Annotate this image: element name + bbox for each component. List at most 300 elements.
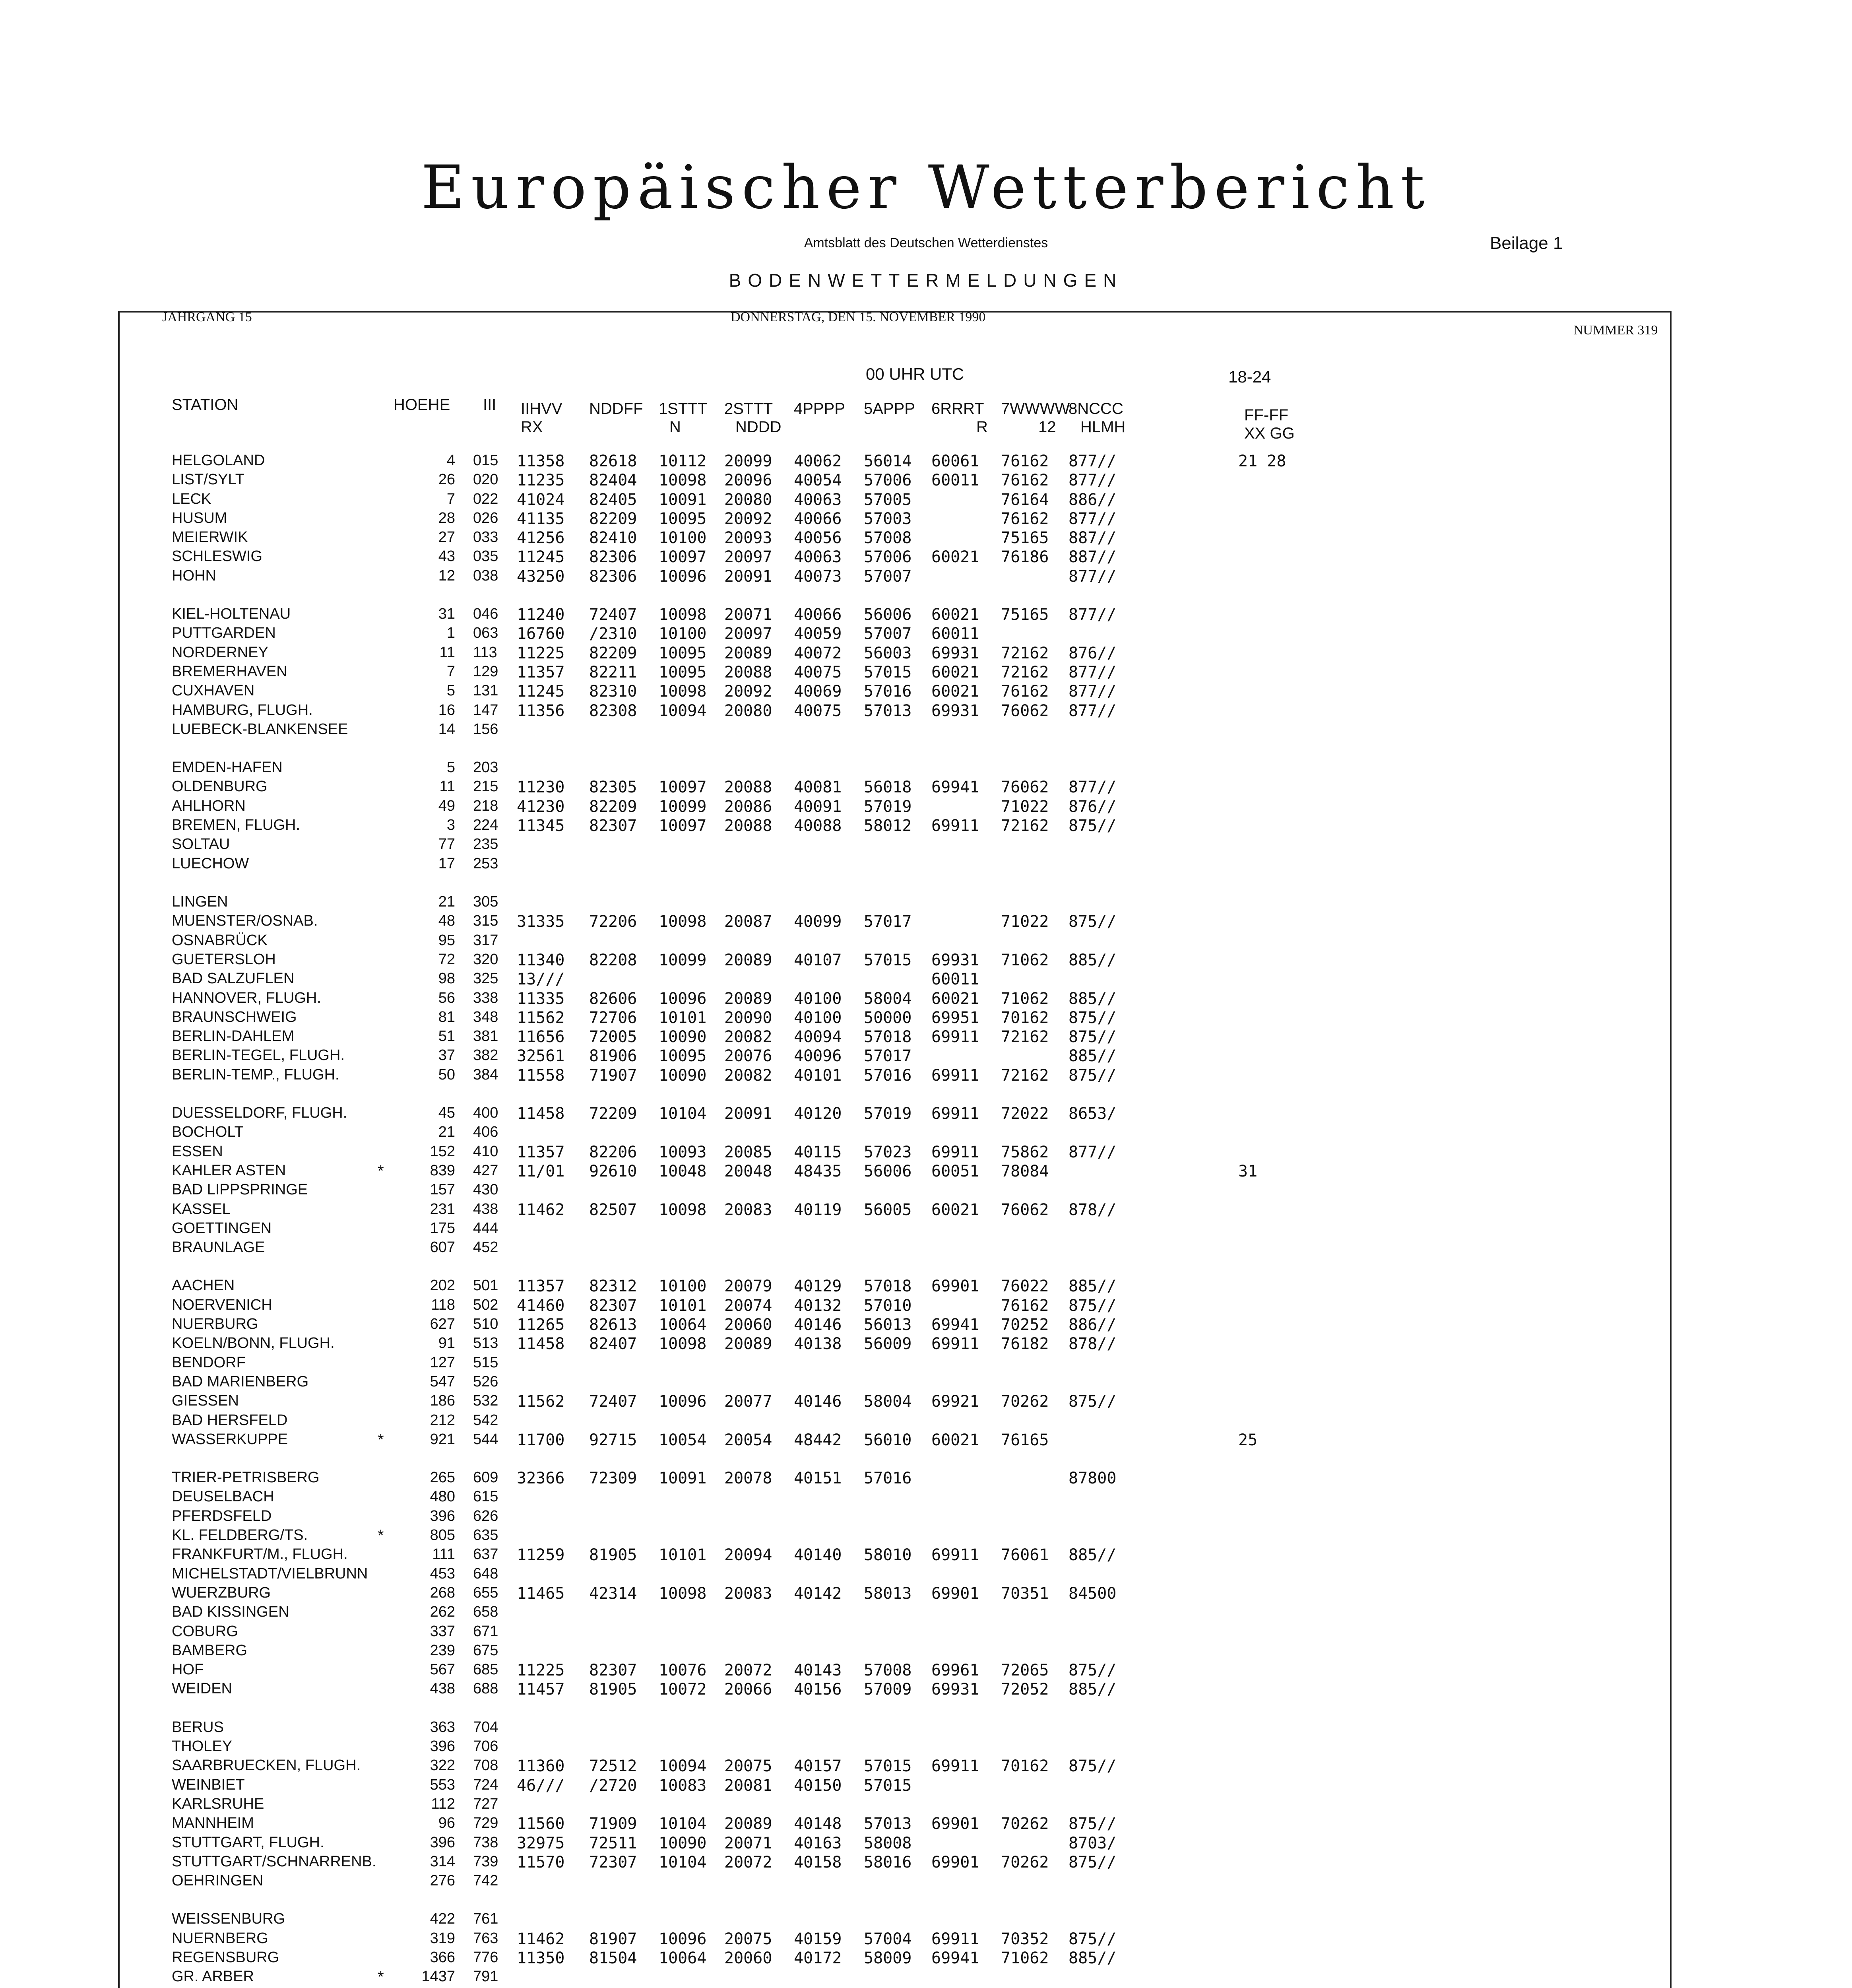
station-id: 444 xyxy=(473,1220,498,1237)
station-name: WEIDEN xyxy=(172,1680,232,1697)
table-row xyxy=(0,567,1852,586)
group-nddff: 82613 xyxy=(589,1316,637,1334)
group-4pppp: 40072 xyxy=(794,644,842,662)
group-8nccc: 885// xyxy=(1069,1546,1117,1564)
group-4pppp: 40081 xyxy=(794,778,842,796)
group-8nccc: 875// xyxy=(1069,912,1117,931)
station-name: GOETTINGEN xyxy=(172,1220,272,1237)
station-height: 26 xyxy=(438,471,455,488)
group-4pppp: 40163 xyxy=(794,1834,842,1852)
table-row xyxy=(0,1604,1852,1623)
group-iihvv: 11350 xyxy=(517,1949,565,1967)
group-6rrrt: 69911 xyxy=(931,1546,979,1564)
header-station-id: III xyxy=(483,396,496,414)
station-id: 544 xyxy=(473,1431,498,1448)
station-height: 363 xyxy=(430,1719,455,1736)
group-8nccc: 877// xyxy=(1069,1143,1117,1161)
group-iihvv: 16760 xyxy=(517,625,565,643)
group-6rrrt: 69901 xyxy=(931,1584,979,1603)
group-4pppp: 40099 xyxy=(794,912,842,931)
page-title: Europäischer Wetterbericht xyxy=(421,153,1431,222)
station-name: BAD SALZUFLEN xyxy=(172,970,295,987)
station-name: SCHLESWIG xyxy=(172,548,263,565)
station-height: 438 xyxy=(430,1680,455,1697)
group-5appp: 57017 xyxy=(864,1047,912,1065)
station-height: 396 xyxy=(430,1508,455,1524)
group-1sttt: 10090 xyxy=(659,1834,707,1852)
station-height: 45 xyxy=(438,1105,455,1121)
station-height: 49 xyxy=(438,798,455,814)
group-8nccc: 877// xyxy=(1069,471,1117,489)
station-height: 152 xyxy=(430,1143,455,1160)
group-6rrrt: 69931 xyxy=(931,644,979,662)
station-name: LUEBECK-BLANKENSEE xyxy=(172,721,348,738)
group-8nccc: 885// xyxy=(1069,990,1117,1008)
group-7wwww: 70162 xyxy=(1001,1757,1049,1775)
station-id: 688 xyxy=(473,1680,498,1697)
group-1sttt: 10100 xyxy=(659,625,707,643)
header-c6-sub: R xyxy=(976,418,988,436)
station-id: 637 xyxy=(473,1546,498,1563)
station-height: 50 xyxy=(438,1066,455,1083)
group-nddff: 72005 xyxy=(589,1028,637,1046)
header-c7-sub: 12 xyxy=(1038,418,1056,436)
group-5appp: 57015 xyxy=(864,1776,912,1795)
group-iihvv: 11357 xyxy=(517,1143,565,1161)
station-name: COBURG xyxy=(172,1623,238,1640)
group-nddff: 42314 xyxy=(589,1584,637,1603)
station-name: NUERBURG xyxy=(172,1316,258,1332)
group-7wwww: 76165 xyxy=(1001,1431,1049,1449)
group-2sttt: 20097 xyxy=(724,625,772,643)
group-iihvv: 11357 xyxy=(517,663,565,681)
group-2sttt: 20089 xyxy=(724,1335,772,1353)
group-nddff: 82209 xyxy=(589,510,637,528)
group-iihvv: 41230 xyxy=(517,798,565,816)
station-id: 438 xyxy=(473,1201,498,1217)
station-id: 253 xyxy=(473,855,498,872)
group-1sttt: 10094 xyxy=(659,702,707,720)
group-iihvv: 11225 xyxy=(517,644,565,662)
header-c2-sub: N xyxy=(669,418,681,436)
station-id: 761 xyxy=(473,1910,498,1927)
group-7wwww: 76061 xyxy=(1001,1546,1049,1564)
station-height: 28 xyxy=(438,510,455,526)
group-7wwww: 70252 xyxy=(1001,1316,1049,1334)
station-id: 615 xyxy=(473,1488,498,1505)
table-row xyxy=(0,1297,1852,1316)
station-id: 410 xyxy=(473,1143,498,1160)
group-2sttt: 20086 xyxy=(724,798,772,816)
group-2sttt: 20091 xyxy=(724,1105,772,1123)
station-name: HAMBURG, FLUGH. xyxy=(172,702,313,718)
station-id: 739 xyxy=(473,1853,498,1870)
station-height: 77 xyxy=(438,836,455,852)
station-name: BERLIN-DAHLEM xyxy=(172,1028,295,1044)
group-nddff: 72512 xyxy=(589,1757,637,1775)
station-height: 337 xyxy=(430,1623,455,1640)
group-1sttt: 10100 xyxy=(659,1277,707,1295)
group-nddff: 82405 xyxy=(589,491,637,509)
group-7wwww: 71062 xyxy=(1001,1949,1049,1967)
group-nddff: 82307 xyxy=(589,1661,637,1679)
group-7wwww: 76162 xyxy=(1001,452,1049,470)
group-7wwww: 70262 xyxy=(1001,1853,1049,1872)
group-nddff: 82308 xyxy=(589,702,637,720)
station-name: KL. FELDBERG/TS. xyxy=(172,1527,308,1543)
station-id: 038 xyxy=(473,567,498,584)
group-nddff: 81905 xyxy=(589,1680,637,1699)
group-2sttt: 20094 xyxy=(724,1546,772,1564)
table-row xyxy=(0,1738,1852,1757)
table-row xyxy=(0,1968,1852,1987)
group-5appp: 57018 xyxy=(864,1277,912,1295)
table-row xyxy=(0,1546,1852,1565)
station-name: BAD MARIENBERG xyxy=(172,1373,309,1390)
station-height: 4 xyxy=(446,452,455,469)
group-8nccc: 875// xyxy=(1069,1066,1117,1085)
group-1sttt: 10104 xyxy=(659,1105,707,1123)
station-height: 7 xyxy=(446,663,455,680)
station-id: 325 xyxy=(473,970,498,987)
group-1sttt: 10095 xyxy=(659,663,707,681)
station-id: 317 xyxy=(473,932,498,949)
group-1sttt: 10104 xyxy=(659,1815,707,1833)
group-5appp: 57008 xyxy=(864,529,912,547)
station-name: WASSERKUPPE xyxy=(172,1431,288,1448)
group-2sttt: 20099 xyxy=(724,452,772,470)
station-height: 202 xyxy=(430,1277,455,1294)
table-row xyxy=(0,1757,1852,1776)
station-name: GR. ARBER xyxy=(172,1968,254,1985)
station-name: OSNABRÜCK xyxy=(172,932,268,949)
station-height: 127 xyxy=(430,1354,455,1371)
group-5appp: 58004 xyxy=(864,990,912,1008)
group-nddff: 82209 xyxy=(589,798,637,816)
group-7wwww: 72065 xyxy=(1001,1661,1049,1679)
group-4pppp: 40066 xyxy=(794,606,842,624)
station-id: 046 xyxy=(473,606,498,622)
table-row xyxy=(0,1354,1852,1373)
station-height: 921 xyxy=(430,1431,455,1448)
station-height: 319 xyxy=(430,1930,455,1947)
group-8nccc: 84500 xyxy=(1069,1584,1117,1603)
station-name: ESSEN xyxy=(172,1143,223,1160)
group-6rrrt: 60021 xyxy=(931,682,979,701)
group-nddff: 82618 xyxy=(589,452,637,470)
group-iihvv: 41460 xyxy=(517,1297,565,1315)
table-row xyxy=(0,1431,1852,1450)
group-8nccc: 875// xyxy=(1069,1661,1117,1679)
table-row xyxy=(0,548,1852,567)
group-nddff: 82307 xyxy=(589,1297,637,1315)
station-name: HOF xyxy=(172,1661,204,1678)
group-5appp: 57019 xyxy=(864,1105,912,1123)
station-height: 422 xyxy=(430,1910,455,1927)
station-name: PUTTGARDEN xyxy=(172,625,276,641)
station-name: SOLTAU xyxy=(172,836,230,852)
station-height: 186 xyxy=(430,1392,455,1409)
mountain-marker: * xyxy=(378,1527,384,1544)
station-height: 567 xyxy=(430,1661,455,1678)
group-2sttt: 20054 xyxy=(724,1431,772,1449)
group-iihvv: 11560 xyxy=(517,1815,565,1833)
table-row xyxy=(0,1181,1852,1200)
group-nddff: 72209 xyxy=(589,1105,637,1123)
group-5appp: 57016 xyxy=(864,1469,912,1487)
group-4pppp: 40142 xyxy=(794,1584,842,1603)
table-row xyxy=(0,1834,1852,1853)
table-row xyxy=(0,951,1852,970)
group-2sttt: 20075 xyxy=(724,1757,772,1775)
station-id: 706 xyxy=(473,1738,498,1755)
station-id: 381 xyxy=(473,1028,498,1044)
group-1sttt: 10095 xyxy=(659,510,707,528)
group-nddff: 82507 xyxy=(589,1201,637,1219)
station-name: CUXHAVEN xyxy=(172,682,255,699)
station-id: 156 xyxy=(473,721,498,738)
station-name: BRAUNSCHWEIG xyxy=(172,1009,297,1025)
table-row xyxy=(0,1316,1852,1335)
group-1sttt: 10096 xyxy=(659,1930,707,1948)
header-c6: 6RRRT xyxy=(931,400,984,417)
station-name: LINGEN xyxy=(172,893,228,910)
group-6rrrt: 60011 xyxy=(931,471,979,489)
group-1sttt: 10083 xyxy=(659,1776,707,1795)
group-2sttt: 20088 xyxy=(724,778,772,796)
table-row xyxy=(0,1910,1852,1930)
group-7wwww: 71062 xyxy=(1001,951,1049,969)
group-1sttt: 10091 xyxy=(659,491,707,509)
group-2sttt: 20074 xyxy=(724,1297,772,1315)
table-row xyxy=(0,452,1852,471)
group-6rrrt: 60021 xyxy=(931,1201,979,1219)
group-4pppp: 40075 xyxy=(794,663,842,681)
group-iihvv: 32366 xyxy=(517,1469,565,1487)
table-row xyxy=(0,1373,1852,1392)
header-c8: 8NCCC xyxy=(1069,400,1123,417)
group-4pppp: 40132 xyxy=(794,1297,842,1315)
group-4pppp: 40150 xyxy=(794,1776,842,1795)
station-height: 607 xyxy=(430,1239,455,1256)
observation-time: 00 UHR UTC xyxy=(866,365,964,383)
group-iihvv: 11558 xyxy=(517,1066,565,1085)
station-id: 635 xyxy=(473,1527,498,1543)
group-5appp: 56018 xyxy=(864,778,912,796)
group-1sttt: 10090 xyxy=(659,1028,707,1046)
group-iihvv: 11345 xyxy=(517,817,565,835)
station-name: BREMERHAVEN xyxy=(172,663,287,680)
group-iihvv: 11562 xyxy=(517,1392,565,1411)
group-4pppp: 40063 xyxy=(794,548,842,566)
station-name: NORDERNEY xyxy=(172,644,268,661)
group-1sttt: 10098 xyxy=(659,1335,707,1353)
group-5appp: 58008 xyxy=(864,1834,912,1852)
group-iihvv: 11465 xyxy=(517,1584,565,1603)
group-2sttt: 20077 xyxy=(724,1392,772,1411)
group-7wwww: 75165 xyxy=(1001,529,1049,547)
table-row xyxy=(0,1469,1852,1488)
station-height: 27 xyxy=(438,529,455,546)
group-1sttt: 10104 xyxy=(659,1853,707,1872)
group-4pppp: 40059 xyxy=(794,625,842,643)
group-1sttt: 10095 xyxy=(659,644,707,662)
group-2sttt: 20078 xyxy=(724,1469,772,1487)
station-id: 452 xyxy=(473,1239,498,1256)
group-5appp: 57018 xyxy=(864,1028,912,1046)
group-8nccc: 887// xyxy=(1069,529,1117,547)
group-1sttt: 10101 xyxy=(659,1009,707,1027)
group-2sttt: 20072 xyxy=(724,1661,772,1679)
table-row xyxy=(0,1124,1852,1143)
station-id: 400 xyxy=(473,1105,498,1121)
group-6rrrt: 60011 xyxy=(931,625,979,643)
group-5appp: 50000 xyxy=(864,1009,912,1027)
table-row xyxy=(0,1066,1852,1085)
group-iihvv: 11462 xyxy=(517,1201,565,1219)
group-iihvv: 41256 xyxy=(517,529,565,547)
group-5appp: 57006 xyxy=(864,548,912,566)
group-1sttt: 10098 xyxy=(659,606,707,624)
group-4pppp: 40156 xyxy=(794,1680,842,1699)
table-row xyxy=(0,1584,1852,1604)
station-height: 11 xyxy=(439,778,455,795)
group-iihvv: 43250 xyxy=(517,567,565,586)
station-id: 526 xyxy=(473,1373,498,1390)
group-iihvv: 41024 xyxy=(517,491,565,509)
group-4pppp: 40119 xyxy=(794,1201,842,1219)
group-1sttt: 10096 xyxy=(659,1392,707,1411)
station-height: 11 xyxy=(439,644,455,661)
group-2sttt: 20080 xyxy=(724,491,772,509)
station-height: 81 xyxy=(438,1009,455,1025)
group-5appp: 57007 xyxy=(864,567,912,586)
station-id: 320 xyxy=(473,951,498,968)
group-2sttt: 20091 xyxy=(724,567,772,586)
group-4pppp: 40073 xyxy=(794,567,842,586)
group-2sttt: 20060 xyxy=(724,1949,772,1967)
group-4pppp: 40066 xyxy=(794,510,842,528)
group-7wwww: 70352 xyxy=(1001,1930,1049,1948)
table-row xyxy=(0,912,1852,932)
group-7wwww: 76062 xyxy=(1001,1201,1049,1219)
group-4pppp: 40151 xyxy=(794,1469,842,1487)
table-row xyxy=(0,702,1852,721)
station-id: 648 xyxy=(473,1565,498,1582)
group-8nccc: 877// xyxy=(1069,452,1117,470)
table-row xyxy=(0,1661,1852,1680)
group-8nccc: 875// xyxy=(1069,817,1117,835)
group-nddff: 81504 xyxy=(589,1949,637,1967)
station-name: SAARBRUECKEN, FLUGH. xyxy=(172,1757,361,1774)
table-row xyxy=(0,1162,1852,1181)
group-4pppp: 40063 xyxy=(794,491,842,509)
group-1sttt: 10064 xyxy=(659,1316,707,1334)
group-8nccc: 875// xyxy=(1069,1297,1117,1315)
group-1sttt: 10098 xyxy=(659,682,707,701)
station-name: KOELN/BONN, FLUGH. xyxy=(172,1335,335,1351)
group-1sttt: 10096 xyxy=(659,567,707,586)
header-gust-sub: XX GG xyxy=(1244,425,1295,442)
station-height: 1437 xyxy=(421,1968,455,1985)
group-nddff: 72706 xyxy=(589,1009,637,1027)
group-7wwww: 76162 xyxy=(1001,510,1049,528)
group-2sttt: 20071 xyxy=(724,1834,772,1852)
mountain-marker: * xyxy=(378,1162,384,1180)
table-row xyxy=(0,990,1852,1009)
group-4pppp: 40100 xyxy=(794,1009,842,1027)
station-height: 262 xyxy=(430,1604,455,1620)
group-8nccc: 875// xyxy=(1069,1009,1117,1027)
group-5appp: 58004 xyxy=(864,1392,912,1411)
group-6rrrt: 69941 xyxy=(931,1949,979,1967)
publisher-subtitle: Amtsblatt des Deutschen Wetterdienstes xyxy=(804,235,1048,250)
station-id: 033 xyxy=(473,529,498,546)
station-id: 026 xyxy=(473,510,498,526)
station-name: HELGOLAND xyxy=(172,452,265,469)
group-nddff: 71907 xyxy=(589,1066,637,1085)
group-6rrrt: 69911 xyxy=(931,817,979,835)
table-row xyxy=(0,625,1852,644)
station-name: HANNOVER, FLUGH. xyxy=(172,990,321,1006)
station-id: 626 xyxy=(473,1508,498,1524)
group-5appp: 56009 xyxy=(864,1335,912,1353)
table-row xyxy=(0,836,1852,855)
station-id: 727 xyxy=(473,1796,498,1812)
group-nddff: 81905 xyxy=(589,1546,637,1564)
group-1sttt: 10090 xyxy=(659,1066,707,1085)
station-height: 1 xyxy=(446,625,455,641)
station-height: 276 xyxy=(430,1872,455,1889)
station-height: 56 xyxy=(438,990,455,1006)
table-row xyxy=(0,1392,1852,1411)
station-id: 685 xyxy=(473,1661,498,1678)
group-5appp: 57004 xyxy=(864,1930,912,1948)
group-nddff: 82407 xyxy=(589,1335,637,1353)
station-id: 532 xyxy=(473,1392,498,1409)
group-8nccc: 877// xyxy=(1069,567,1117,586)
group-4pppp: 40069 xyxy=(794,682,842,701)
station-id: 203 xyxy=(473,759,498,776)
group-iihvv: 11357 xyxy=(517,1277,565,1295)
station-height: 96 xyxy=(438,1815,455,1831)
group-2sttt: 20089 xyxy=(724,990,772,1008)
group-6rrrt: 69921 xyxy=(931,1392,979,1411)
group-5appp: 56010 xyxy=(864,1431,912,1449)
group-iihvv: 32975 xyxy=(517,1834,565,1852)
group-5appp: 57015 xyxy=(864,663,912,681)
station-height: 627 xyxy=(430,1316,455,1332)
group-2sttt: 20087 xyxy=(724,912,772,931)
report-date: DONNERSTAG, DEN 15. NOVEMBER 1990 xyxy=(731,310,986,324)
group-iihvv: 11230 xyxy=(517,778,565,796)
group-4pppp: 40091 xyxy=(794,798,842,816)
station-name: BENDORF xyxy=(172,1354,246,1371)
group-iihvv: 11225 xyxy=(517,1661,565,1679)
station-name: BAD HERSFELD xyxy=(172,1412,288,1429)
group-nddff: 72407 xyxy=(589,606,637,624)
group-6rrrt: 60011 xyxy=(931,970,979,988)
table-row xyxy=(0,1201,1852,1220)
group-7wwww: 75165 xyxy=(1001,606,1049,624)
group-5appp: 57008 xyxy=(864,1661,912,1679)
group-4pppp: 48442 xyxy=(794,1431,842,1449)
station-id: 215 xyxy=(473,778,498,795)
station-name: WEISSENBURG xyxy=(172,1910,285,1927)
group-iihvv: 11458 xyxy=(517,1335,565,1353)
group-6rrrt: 69901 xyxy=(931,1815,979,1833)
station-height: 480 xyxy=(430,1488,455,1505)
